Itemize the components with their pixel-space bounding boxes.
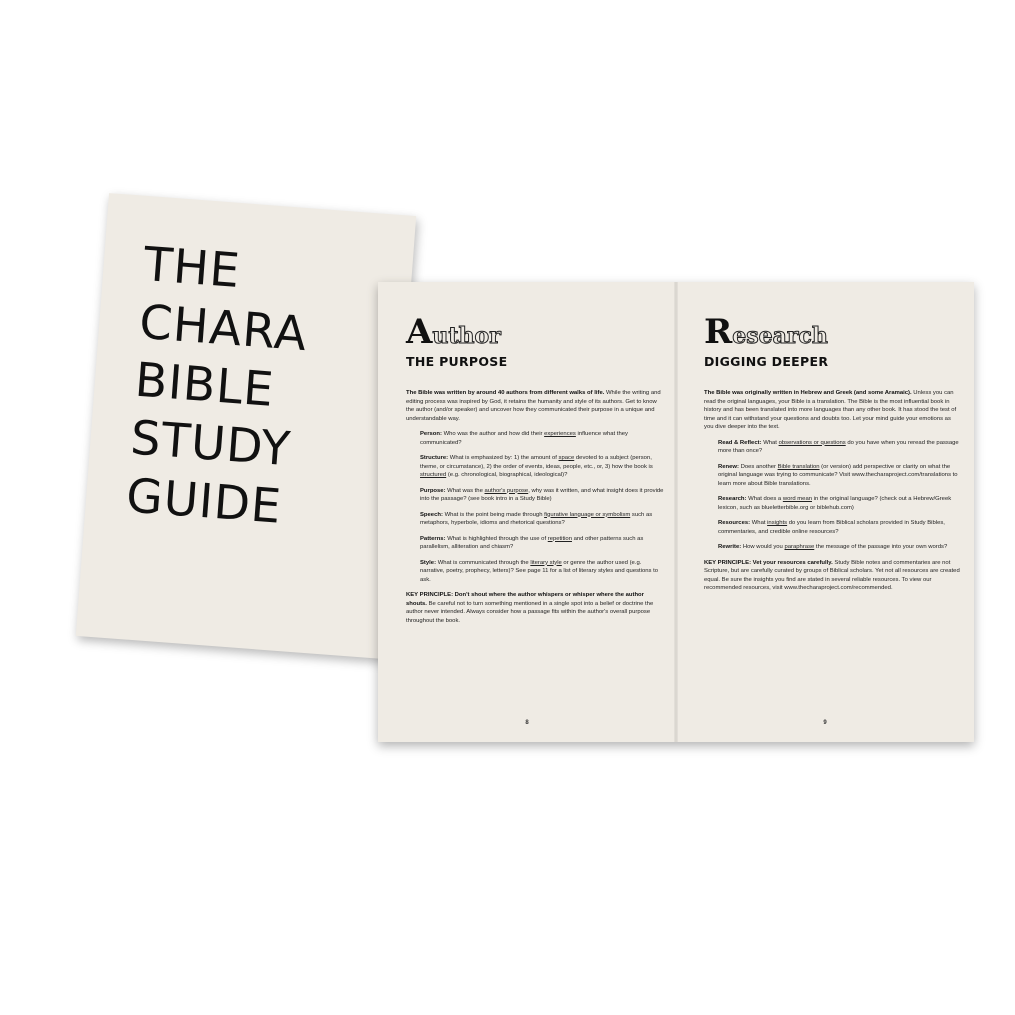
item-label: Speech:: [420, 511, 443, 518]
item-text: in the original language? (check out a Hebrew/Greek lexicon, such as blueletterbible.org or biblehub.com): [718, 496, 952, 511]
item-text: What: [751, 520, 768, 526]
list-item: [718, 495, 962, 512]
item-underline: Bible translation: [777, 463, 820, 470]
page-heading: [406, 312, 664, 354]
page-number: 9: [823, 720, 827, 726]
item-label: Purpose:: [420, 487, 446, 494]
list-item: [420, 487, 664, 504]
key-principle: [704, 559, 962, 593]
item-underline: observations or questions: [778, 439, 846, 446]
item-text: and other patterns such as parallelism, alliteration and chiasm?: [420, 535, 644, 550]
cover-line: GUIDE: [124, 468, 284, 535]
item-label: Person:: [420, 431, 442, 437]
list-item: [420, 535, 664, 552]
key-principle-text: Study Bible notes and commentaries are not Scripture, but are carefully curated by groups of Biblical scholars. Yet not all resources are created equal. Be sure the insights you find are stated in several reliable resources. To view our recommended resources, visit www.thecharaproject.com/recommended.: [704, 559, 960, 591]
list-item: [420, 559, 664, 585]
item-text: , why was it written, and what insight does it provide into the passage? (see book intro in a Study Bible): [420, 487, 664, 502]
intro-text: Unless you can read the original languages, your Bible is a translation. The Bible is the most influential book in history and has been translated into more languages than any other book. It has stood the test of time and it can withstand your questions and doubts too. Let your mind guide your emotions as you dive deeper into the text.: [704, 390, 957, 430]
list-item: [718, 543, 962, 552]
item-label: Rewrite:: [718, 544, 742, 550]
item-underline: figurative language or symbolism: [544, 511, 631, 518]
page-body: [406, 389, 664, 625]
cover-line: THE: [141, 236, 243, 300]
item-text: influence what they communicated?: [420, 431, 628, 446]
intro-paragraph: [406, 389, 664, 423]
intro-bold: The Bible was written by around 40 authors from different walks of life.: [406, 390, 605, 396]
item-text: Who was the author and how did their: [443, 431, 545, 437]
item-text: What does a: [748, 496, 783, 502]
list-item: [718, 519, 962, 536]
heading-initial: A: [406, 312, 433, 352]
key-principle-text: Be careful not to turn something mentioned in a single spot into a belief or doctrine the author never intended. Always consider how a passage fits within the author's overall purpose throughout the book.: [406, 600, 654, 624]
item-underline: repetition: [547, 535, 572, 542]
key-principle-bold: KEY PRINCIPLE: Vet your resources carefully.: [704, 559, 833, 566]
list-item: [420, 430, 664, 447]
item-text: What is emphasized by: 1) the amount of: [449, 455, 559, 461]
item-text: devoted to a subject (person, theme, or circumstance), 2) the order of events, ideas, people, etc., or, 3) how the book is: [420, 455, 653, 470]
intro-text: While the writing and editing process was inspired by God, it retains the humanity and style of its authors. Get to know the author (and/or speaker) and uncover how they communicated their purpose in a unique and understandable way.: [406, 390, 661, 422]
item-text: do you learn from Biblical scholars provided in Study Bibles, commentaries, and credible online resources?: [718, 520, 945, 535]
book-cover: [76, 193, 416, 659]
item-text: such as metaphors, hyperbole, idioms and rhetorical questions?: [420, 511, 653, 526]
item-underline: word mean: [782, 496, 812, 502]
item-text: do you have when you reread the passage more than once?: [718, 439, 959, 454]
intro-bold: The Bible was originally written in Hebrew and Greek (and some Aramaic).: [704, 390, 912, 396]
cover-title: [124, 236, 313, 538]
open-book-spread: [378, 282, 974, 742]
item-label: Style:: [420, 559, 437, 566]
item-text: What is the point being made through: [444, 511, 545, 518]
item-label: Research:: [718, 496, 747, 502]
heading-rest: uthor: [432, 323, 501, 349]
page-right: [676, 282, 974, 742]
item-label: Patterns:: [420, 535, 446, 542]
heading-initial: R: [704, 312, 733, 352]
page-number: 8: [525, 720, 529, 726]
cover-line: CHARA: [137, 294, 310, 363]
key-principle-bold: KEY PRINCIPLE: Don't shout where the author whispers or whisper where the author shouts.: [406, 592, 644, 607]
cover-line: STUDY: [128, 410, 293, 478]
intro-paragraph: [704, 389, 962, 432]
item-text: How would you: [742, 544, 785, 550]
item-underline: author's purpose: [484, 487, 529, 494]
list-item: [718, 463, 962, 489]
key-principle: [406, 591, 664, 625]
item-text: Does another: [740, 463, 778, 470]
list-item: [420, 511, 664, 528]
item-label: Read & Reflect:: [718, 439, 762, 446]
item-label: Resources:: [718, 520, 751, 526]
item-text: the message of the passage into your own words?: [814, 544, 948, 550]
item-underline: paraphrase: [784, 544, 815, 550]
item-label: Structure:: [420, 455, 449, 461]
item-label: Renew:: [718, 463, 739, 470]
page-subtitle: THE PURPOSE: [406, 354, 508, 369]
item-text: (or version) add perspective or clarity on what the original language was trying to communicate? Visit www.thecharaproject.com/translations to learn more about Bible translations.: [718, 463, 958, 487]
item-underline: literary style: [530, 559, 562, 566]
item-text: What is highlighted through the use of: [447, 535, 548, 542]
list-item: [718, 439, 962, 456]
item-text: What is communicated through the: [437, 559, 531, 566]
item-text: (e.g. chronological, biographical, ideological)?: [446, 472, 568, 478]
list-item: [420, 454, 664, 480]
item-underline: experiences: [544, 431, 576, 437]
item-underline: insights: [767, 520, 788, 526]
item-text: What: [763, 439, 779, 446]
cover-line: BIBLE: [133, 352, 277, 418]
page-heading: [704, 312, 962, 354]
item-text: or genre the author used (e.g. narrative, poetry, prophecy, letters)? See page 11 for a list of literary styles and questions to ask.: [420, 559, 659, 583]
item-text: What was the: [447, 487, 485, 494]
item-underline: structured: [420, 472, 447, 478]
page-left: [378, 282, 676, 742]
item-underline: space: [558, 455, 575, 461]
page-subtitle: DIGGING DEEPER: [704, 354, 829, 369]
page-body: [704, 389, 962, 593]
heading-rest: esearch: [732, 323, 828, 349]
